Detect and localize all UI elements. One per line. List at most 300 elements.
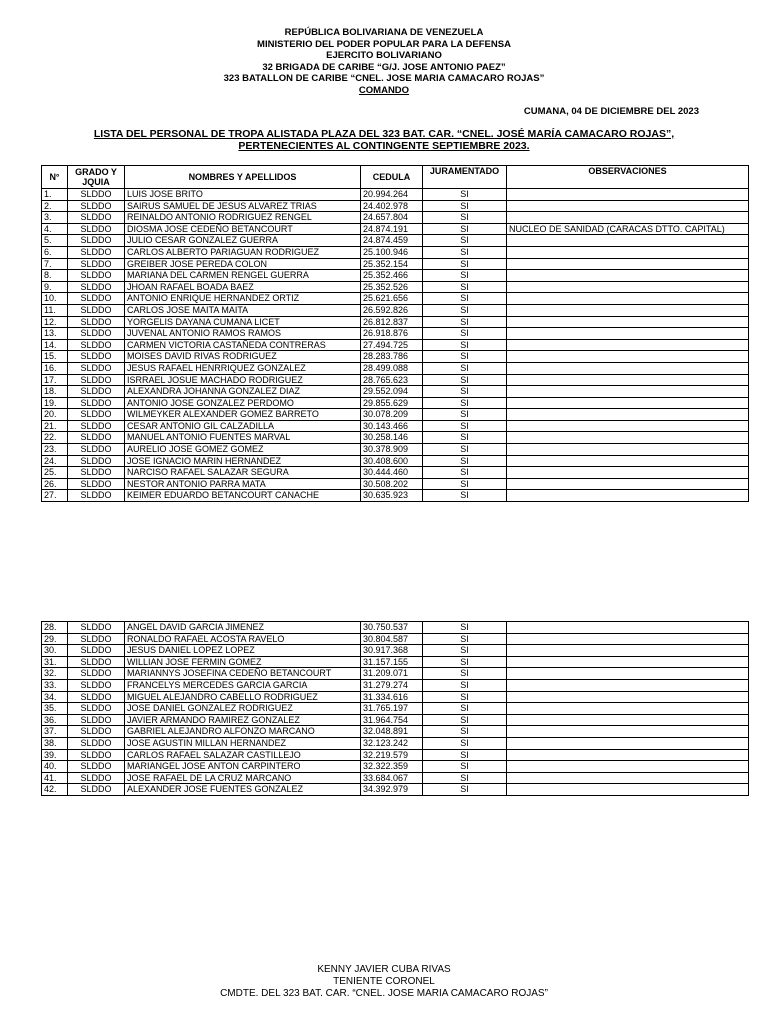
row-full-name: JOSE RAFAEL DE LA CRUZ MARCANO (125, 772, 361, 784)
row-number: 36. (42, 714, 68, 726)
row-grade: SLDDO (68, 737, 125, 749)
col-header-name: NOMBRES Y APELLIDOS (125, 166, 361, 189)
row-full-name: MARIANNYS JOSEFINA CEDEÑO BETANCOURT (125, 668, 361, 680)
row-full-name: JUVENAL ANTONIO RAMOS RAMOS (125, 328, 361, 340)
table-row (42, 409, 749, 421)
row-full-name: MIGUEL ALEJANDRO CABELLO RODRIGUEZ (125, 691, 361, 703)
row-cedula: 30.508.202 (361, 478, 423, 490)
row-sworn: SI (423, 270, 507, 282)
row-number: 30. (42, 645, 68, 657)
personnel-rows-bottom (42, 622, 749, 796)
row-sworn: SI (423, 455, 507, 467)
table-row (42, 189, 749, 201)
row-full-name: FRANCELYS MERCEDES GARCIA GARCIA (125, 679, 361, 691)
table-row (42, 444, 749, 456)
table-row (42, 784, 749, 796)
row-full-name: CARLOS RAFAEL SALAZAR CASTILLEJO (125, 749, 361, 761)
personnel-rows-top (42, 189, 749, 502)
row-full-name: GREIBER JOSE PEREDA COLON (125, 258, 361, 270)
row-observations (507, 622, 749, 634)
row-observations (507, 258, 749, 270)
personnel-table-page-bottom (41, 621, 749, 796)
signatory-name: KENNY JAVIER CUBA RIVAS (317, 964, 451, 975)
row-sworn: SI (423, 737, 507, 749)
row-number: 33. (42, 679, 68, 691)
row-full-name: ANTONIO JOSE GONZALEZ PERDOMO (125, 397, 361, 409)
row-number: 39. (42, 749, 68, 761)
row-sworn: SI (423, 223, 507, 235)
row-sworn: SI (423, 761, 507, 773)
row-full-name: GABRIEL ALEJANDRO ALFONZO MARCANO (125, 726, 361, 738)
row-grade: SLDDO (68, 645, 125, 657)
row-number: 11. (42, 304, 68, 316)
table-row (42, 420, 749, 432)
col-header-number: N° (42, 166, 68, 189)
row-full-name: JOSE AGUSTIN MILLAN HERNANDEZ (125, 737, 361, 749)
row-full-name: WILMEYKER ALEXANDER GOMEZ BARRETO (125, 409, 361, 421)
row-number: 6. (42, 246, 68, 258)
row-number: 28. (42, 622, 68, 634)
row-number: 17. (42, 374, 68, 386)
row-grade: SLDDO (68, 622, 125, 634)
table-row (42, 397, 749, 409)
row-grade: SLDDO (68, 246, 125, 258)
row-full-name: ANTONIO ENRIQUE HERNANDEZ ORTIZ (125, 293, 361, 305)
row-cedula: 24.657.804 (361, 212, 423, 224)
signature-block (0, 964, 768, 1000)
row-full-name: WILLIAN JOSE FERMIN GOMEZ (125, 656, 361, 668)
row-cedula: 30.917.368 (361, 645, 423, 657)
row-observations (507, 761, 749, 773)
row-grade: SLDDO (68, 281, 125, 293)
row-cedula: 24.874.191 (361, 223, 423, 235)
table-row (42, 339, 749, 351)
row-grade: SLDDO (68, 668, 125, 680)
row-number: 18. (42, 386, 68, 398)
table-row (42, 235, 749, 247)
row-cedula: 31.334.616 (361, 691, 423, 703)
row-full-name: ALEXANDRA JOHANNA GONZALEZ DIAZ (125, 386, 361, 398)
row-sworn: SI (423, 200, 507, 212)
col-header-grade: GRADO Y JQUIA (68, 166, 125, 189)
row-cedula: 24.874.459 (361, 235, 423, 247)
row-cedula: 32.322.359 (361, 761, 423, 773)
row-observations (507, 668, 749, 680)
row-grade: SLDDO (68, 339, 125, 351)
table-row (42, 386, 749, 398)
row-number: 5. (42, 235, 68, 247)
row-sworn: SI (423, 212, 507, 224)
row-sworn: SI (423, 668, 507, 680)
row-number: 7. (42, 258, 68, 270)
table-row (42, 714, 749, 726)
row-number: 24. (42, 455, 68, 467)
row-sworn: SI (423, 362, 507, 374)
row-full-name: NESTOR ANTONIO PARRA MATA (125, 478, 361, 490)
table-row (42, 258, 749, 270)
row-observations (507, 189, 749, 201)
row-cedula: 31.765.197 (361, 703, 423, 715)
row-sworn: SI (423, 467, 507, 479)
document-title (0, 128, 768, 152)
row-observations (507, 714, 749, 726)
row-sworn: SI (423, 656, 507, 668)
row-sworn: SI (423, 293, 507, 305)
table-row (42, 679, 749, 691)
row-observations (507, 633, 749, 645)
row-sworn: SI (423, 726, 507, 738)
row-grade: SLDDO (68, 189, 125, 201)
row-grade: SLDDO (68, 761, 125, 773)
table-row (42, 478, 749, 490)
row-sworn: SI (423, 679, 507, 691)
row-full-name: JESUS DANIEL LOPEZ LOPEZ (125, 645, 361, 657)
row-observations (507, 737, 749, 749)
row-grade: SLDDO (68, 362, 125, 374)
row-observations (507, 351, 749, 363)
row-sworn: SI (423, 645, 507, 657)
row-grade: SLDDO (68, 490, 125, 502)
col-header-observations: OBSERVACIONES (507, 166, 749, 189)
row-number: 3. (42, 212, 68, 224)
letterhead-republic: REPÚBLICA BOLIVARIANA DE VENEZUELA (284, 27, 484, 38)
row-number: 26. (42, 478, 68, 490)
row-grade: SLDDO (68, 328, 125, 340)
row-sworn: SI (423, 409, 507, 421)
row-grade: SLDDO (68, 749, 125, 761)
row-number: 27. (42, 490, 68, 502)
row-grade: SLDDO (68, 374, 125, 386)
row-cedula: 30.804.587 (361, 633, 423, 645)
row-grade: SLDDO (68, 397, 125, 409)
row-cedula: 25.621.656 (361, 293, 423, 305)
table-row (42, 304, 749, 316)
row-number: 15. (42, 351, 68, 363)
row-grade: SLDDO (68, 691, 125, 703)
row-sworn: SI (423, 749, 507, 761)
row-cedula: 30.444.460 (361, 467, 423, 479)
row-observations (507, 679, 749, 691)
row-observations (507, 316, 749, 328)
row-grade: SLDDO (68, 455, 125, 467)
row-observations (507, 444, 749, 456)
row-grade: SLDDO (68, 386, 125, 398)
row-grade: SLDDO (68, 420, 125, 432)
row-grade: SLDDO (68, 316, 125, 328)
row-cedula: 26.592.826 (361, 304, 423, 316)
table-row (42, 645, 749, 657)
row-full-name: JESUS RAFAEL HENRRIQUEZ GONZALEZ (125, 362, 361, 374)
row-full-name: KEIMER EDUARDO BETANCOURT CANACHE (125, 490, 361, 502)
table-row (42, 351, 749, 363)
row-cedula: 30.258.146 (361, 432, 423, 444)
row-grade: SLDDO (68, 212, 125, 224)
row-observations (507, 374, 749, 386)
table-row (42, 467, 749, 479)
row-number: 4. (42, 223, 68, 235)
row-grade: SLDDO (68, 726, 125, 738)
row-number: 38. (42, 737, 68, 749)
row-cedula: 31.964.754 (361, 714, 423, 726)
letterhead-brigade: 32 BRIGADA DE CARIBE “G/J. JOSE ANTONIO PAEZ” (262, 61, 506, 73)
row-number: 25. (42, 467, 68, 479)
row-observations (507, 645, 749, 657)
table-row (42, 246, 749, 258)
row-number: 35. (42, 703, 68, 715)
table-row (42, 691, 749, 703)
row-cedula: 24.402.978 (361, 200, 423, 212)
row-number: 32. (42, 668, 68, 680)
table-row (42, 270, 749, 282)
row-cedula: 30.143.466 (361, 420, 423, 432)
row-sworn: SI (423, 246, 507, 258)
row-full-name: ANGEL DAVID GARCIA JIMENEZ (125, 622, 361, 634)
row-grade: SLDDO (68, 270, 125, 282)
row-number: 13. (42, 328, 68, 340)
row-sworn: SI (423, 432, 507, 444)
table-row (42, 328, 749, 340)
table-row (42, 490, 749, 502)
row-cedula: 30.750.537 (361, 622, 423, 634)
row-full-name: JHOAN RAFAEL BOADA BAEZ (125, 281, 361, 293)
row-full-name: MOISES DAVID RIVAS RODRIGUEZ (125, 351, 361, 363)
row-observations (507, 772, 749, 784)
row-number: 14. (42, 339, 68, 351)
row-grade: SLDDO (68, 409, 125, 421)
table-row (42, 737, 749, 749)
row-observations (507, 409, 749, 421)
row-observations (507, 784, 749, 796)
table-row (42, 223, 749, 235)
row-cedula: 32.219.579 (361, 749, 423, 761)
letterhead-battalion: 323 BATALLON DE CARIBE “CNEL. JOSE MARIA CAMACARO ROJAS” (223, 73, 545, 85)
row-grade: SLDDO (68, 703, 125, 715)
row-observations (507, 478, 749, 490)
row-sworn: SI (423, 714, 507, 726)
row-observations (507, 362, 749, 374)
table-row (42, 281, 749, 293)
row-number: 19. (42, 397, 68, 409)
table-row (42, 749, 749, 761)
row-observations (507, 455, 749, 467)
row-full-name: MANUEL ANTONIO FUENTES MARVAL (125, 432, 361, 444)
row-cedula: 28.765.623 (361, 374, 423, 386)
table-row (42, 622, 749, 634)
row-observations (507, 328, 749, 340)
letterhead-ministry: MINISTERIO DEL PODER POPULAR PARA LA DEFENSA (257, 38, 511, 50)
row-sworn: SI (423, 633, 507, 645)
row-sworn: SI (423, 374, 507, 386)
row-number: 23. (42, 444, 68, 456)
row-cedula: 27.494.725 (361, 339, 423, 351)
row-grade: SLDDO (68, 656, 125, 668)
row-full-name: CARMEN VICTORIA CASTAÑEDA CONTRERAS (125, 339, 361, 351)
row-observations (507, 420, 749, 432)
row-observations: NUCLEO DE SANIDAD (CARACAS DTTO. CAPITAL) (507, 223, 749, 235)
document-title-line-2: PERTENECIENTES AL CONTINGENTE SEPTIEMBRE 2023. (238, 140, 530, 152)
table-row (42, 293, 749, 305)
row-full-name: AURELIO JOSE GOMEZ GOMEZ (125, 444, 361, 456)
table-row (42, 668, 749, 680)
document-title-line-1: LISTA DEL PERSONAL DE TROPA ALISTADA PLAZA DEL 323 BAT. CAR. “CNEL. JOSÉ MARÍA CAMACARO ROJAS”, (93, 128, 675, 140)
row-observations (507, 339, 749, 351)
row-cedula: 25.352.526 (361, 281, 423, 293)
letterhead-command: COMANDO (358, 84, 410, 96)
row-cedula: 26.918.876 (361, 328, 423, 340)
row-observations (507, 726, 749, 738)
row-full-name: SAIRUS SAMUEL DE JESUS ALVAREZ TRIAS (125, 200, 361, 212)
row-full-name: DIOSMA JOSE CEDEÑO BETANCOURT (125, 223, 361, 235)
row-full-name: NARCISO RAFAEL SALAZAR SEGURA (125, 467, 361, 479)
row-number: 2. (42, 200, 68, 212)
row-number: 1. (42, 189, 68, 201)
row-grade: SLDDO (68, 772, 125, 784)
row-cedula: 31.209.071 (361, 668, 423, 680)
table-row (42, 432, 749, 444)
row-number: 8. (42, 270, 68, 282)
row-full-name: JULIO CESAR GONZALEZ GUERRA (125, 235, 361, 247)
row-observations (507, 703, 749, 715)
row-grade: SLDDO (68, 633, 125, 645)
row-number: 16. (42, 362, 68, 374)
row-grade: SLDDO (68, 293, 125, 305)
row-cedula: 25.352.154 (361, 258, 423, 270)
row-sworn: SI (423, 478, 507, 490)
table-row (42, 316, 749, 328)
table-row (42, 200, 749, 212)
row-cedula: 30.408.600 (361, 455, 423, 467)
row-observations (507, 656, 749, 668)
row-observations (507, 212, 749, 224)
signatory-rank: TENIENTE CORONEL (333, 976, 435, 987)
row-sworn: SI (423, 490, 507, 502)
row-number: 31. (42, 656, 68, 668)
table-row (42, 455, 749, 467)
table-header-row (42, 166, 749, 189)
table-row (42, 703, 749, 715)
row-cedula: 29.552.094 (361, 386, 423, 398)
row-cedula: 31.157.155 (361, 656, 423, 668)
letterhead (0, 27, 768, 97)
row-sworn: SI (423, 784, 507, 796)
row-full-name: JAVIER ARMANDO RAMIREZ GONZALEZ (125, 714, 361, 726)
row-sworn: SI (423, 339, 507, 351)
row-sworn: SI (423, 351, 507, 363)
row-observations (507, 304, 749, 316)
table-row (42, 212, 749, 224)
row-sworn: SI (423, 328, 507, 340)
row-sworn: SI (423, 444, 507, 456)
row-sworn: SI (423, 703, 507, 715)
row-number: 22. (42, 432, 68, 444)
row-sworn: SI (423, 281, 507, 293)
row-number: 29. (42, 633, 68, 645)
row-full-name: CESAR ANTONIO GIL CALZADILLA (125, 420, 361, 432)
row-full-name: JOSE IGNACIO MARIN HERNANDEZ (125, 455, 361, 467)
row-number: 41. (42, 772, 68, 784)
table-row (42, 362, 749, 374)
row-cedula: 33.684.067 (361, 772, 423, 784)
col-header-sworn: JURAMENTADO (423, 166, 507, 189)
row-number: 34. (42, 691, 68, 703)
row-grade: SLDDO (68, 304, 125, 316)
row-observations (507, 281, 749, 293)
row-cedula: 28.283.786 (361, 351, 423, 363)
row-sworn: SI (423, 386, 507, 398)
row-observations (507, 467, 749, 479)
row-cedula: 25.100.946 (361, 246, 423, 258)
row-grade: SLDDO (68, 784, 125, 796)
table-row (42, 656, 749, 668)
row-number: 21. (42, 420, 68, 432)
row-cedula: 30.078.209 (361, 409, 423, 421)
row-observations (507, 270, 749, 282)
row-sworn: SI (423, 397, 507, 409)
row-sworn: SI (423, 420, 507, 432)
row-full-name: CARLOS JOSE MAITA MAITA (125, 304, 361, 316)
row-full-name: RONALDO RAFAEL ACOSTA RAVELO (125, 633, 361, 645)
row-full-name: ALEXANDER JOSE FUENTES GONZALEZ (125, 784, 361, 796)
row-full-name: REINALDO ANTONIO RODRIGUEZ RENGEL (125, 212, 361, 224)
row-grade: SLDDO (68, 679, 125, 691)
row-number: 40. (42, 761, 68, 773)
row-grade: SLDDO (68, 200, 125, 212)
row-observations (507, 235, 749, 247)
row-observations (507, 432, 749, 444)
row-full-name: CARLOS ALBERTO PARIAGUAN RODRIGUEZ (125, 246, 361, 258)
row-grade: SLDDO (68, 478, 125, 490)
row-sworn: SI (423, 622, 507, 634)
row-grade: SLDDO (68, 444, 125, 456)
row-sworn: SI (423, 189, 507, 201)
row-number: 9. (42, 281, 68, 293)
row-observations (507, 397, 749, 409)
row-observations (507, 490, 749, 502)
row-sworn: SI (423, 316, 507, 328)
row-observations (507, 200, 749, 212)
row-observations (507, 691, 749, 703)
col-header-cedula: CEDULA (361, 166, 423, 189)
row-full-name: LUIS JOSE BRITO (125, 189, 361, 201)
row-full-name: YORGELIS DAYANA CUMANA LICET (125, 316, 361, 328)
table-row (42, 772, 749, 784)
row-grade: SLDDO (68, 258, 125, 270)
row-cedula: 25.352.466 (361, 270, 423, 282)
row-observations (507, 246, 749, 258)
letterhead-army: EJERCITO BOLIVARIANO (326, 50, 442, 62)
row-number: 10. (42, 293, 68, 305)
row-cedula: 30.635.923 (361, 490, 423, 502)
row-cedula: 26.812.837 (361, 316, 423, 328)
table-row (42, 633, 749, 645)
row-cedula: 32.048.891 (361, 726, 423, 738)
row-sworn: SI (423, 258, 507, 270)
row-grade: SLDDO (68, 223, 125, 235)
row-cedula: 20.994.264 (361, 189, 423, 201)
row-grade: SLDDO (68, 235, 125, 247)
row-full-name: MARIANA DEL CARMEN RENGEL GUERRA (125, 270, 361, 282)
row-sworn: SI (423, 304, 507, 316)
table-row (42, 761, 749, 773)
row-cedula: 34.392.979 (361, 784, 423, 796)
row-sworn: SI (423, 691, 507, 703)
personnel-table-page-top (41, 165, 749, 502)
row-full-name: ISRRAEL JOSUE MACHADO RODRIGUEZ (125, 374, 361, 386)
row-cedula: 30.378.909 (361, 444, 423, 456)
row-grade: SLDDO (68, 714, 125, 726)
row-observations (507, 386, 749, 398)
row-sworn: SI (423, 772, 507, 784)
